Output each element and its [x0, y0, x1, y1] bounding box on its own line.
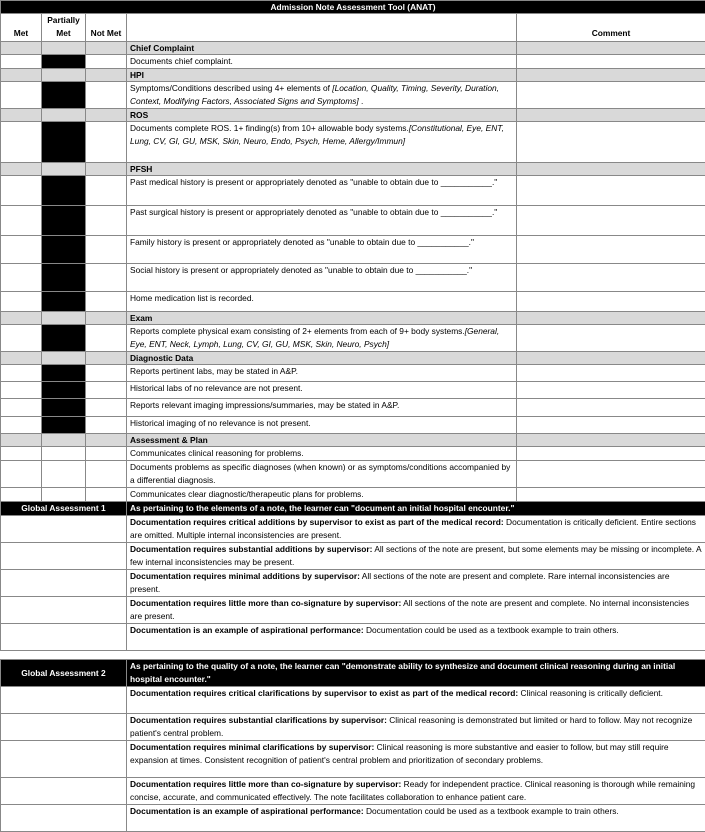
comment-cell[interactable]: [517, 447, 705, 461]
criterion-row: [1, 292, 705, 312]
criterion-row: [1, 399, 705, 417]
criterion-row: [1, 122, 705, 163]
level-description: [127, 624, 705, 651]
not-met-cell[interactable]: [86, 365, 127, 382]
global-header: [1, 660, 705, 687]
comment-cell[interactable]: [517, 82, 705, 109]
criterion-text: Documents problems as specific diagnoses (when known) or as symptoms/conditions accompanied by a differential diagnosis.: [130, 462, 510, 485]
comment-cell[interactable]: [517, 488, 705, 502]
global-level-row: [1, 624, 705, 651]
level-title: Documentation requires critical clarifications by supervisor to exist as part of the medical record:: [130, 688, 518, 698]
partially-met-cell: [42, 325, 86, 352]
not-met-cell[interactable]: [86, 264, 127, 292]
col-partially-met: Partially Met: [42, 14, 86, 42]
criterion-row: [1, 488, 705, 502]
partially-met-cell[interactable]: [42, 447, 86, 461]
not-met-cell[interactable]: [86, 292, 127, 312]
comment-cell[interactable]: [517, 206, 705, 236]
partially-met-cell: [42, 122, 86, 163]
criterion-text: Documents chief complaint.: [130, 56, 233, 66]
partially-met-cell: [42, 176, 86, 206]
not-met-cell[interactable]: [86, 382, 127, 399]
criterion-row: [1, 264, 705, 292]
global-level-row: [1, 597, 705, 624]
section-title: HPI: [127, 69, 517, 82]
spacer-row: [1, 651, 705, 660]
met-cell[interactable]: [1, 176, 42, 206]
level-text: Clinical reasoning is more substantive and easier to follow, but may still require expansion at times. Consistent recognition of patient's central problem and prioritization of secondary problems.: [130, 742, 669, 765]
level-title: Documentation requires critical additions by supervisor to exist as part of the medical record:: [130, 517, 504, 527]
col-comment: Comment: [517, 14, 705, 42]
not-met-cell[interactable]: [86, 82, 127, 109]
global-label: Global Assessment 2: [1, 660, 127, 687]
met-cell[interactable]: [1, 447, 42, 461]
level-text: Documentation could be used as a textbook example to train others.: [364, 806, 619, 816]
criterion-cell: [127, 55, 517, 69]
rating-cell[interactable]: [1, 516, 127, 543]
criterion-row: [1, 365, 705, 382]
level-description: [127, 597, 705, 624]
level-text: All sections of the note are present and complete. Rare internal inconsistencies are present.: [130, 571, 670, 594]
not-met-cell[interactable]: [86, 325, 127, 352]
level-title: Documentation requires minimal clarifications by supervisor:: [130, 742, 374, 752]
met-cell[interactable]: [1, 461, 42, 488]
col-not-met: Not Met: [86, 14, 127, 42]
partially-met-cell: [42, 382, 86, 399]
met-cell[interactable]: [1, 236, 42, 264]
section-title: Assessment & Plan: [127, 434, 517, 447]
not-met-cell[interactable]: [86, 122, 127, 163]
comment-cell[interactable]: [517, 365, 705, 382]
not-met-cell[interactable]: [86, 176, 127, 206]
criterion-text: Documents complete ROS. 1+ finding(s) from 10+ allowable body systems.: [130, 123, 409, 133]
partially-met-cell[interactable]: [42, 488, 86, 502]
partially-met-cell: [42, 236, 86, 264]
not-met-cell[interactable]: [86, 206, 127, 236]
level-text: Documentation could be used as a textbook example to train others.: [364, 625, 619, 635]
partially-met-cell: [42, 264, 86, 292]
criterion-row: [1, 325, 705, 352]
criterion-cell: [127, 82, 517, 109]
section-header: [1, 163, 705, 176]
met-cell[interactable]: [1, 382, 42, 399]
rating-cell[interactable]: [1, 778, 127, 805]
criterion-row: [1, 417, 705, 434]
global-assessment-1: [1, 502, 705, 660]
level-title: Documentation requires little more than co-signature by supervisor:: [130, 598, 401, 608]
level-text: Clinical reasoning is critically deficient.: [518, 688, 663, 698]
comment-cell[interactable]: [517, 325, 705, 352]
met-cell[interactable]: [1, 264, 42, 292]
global-prompt: As pertaining to the quality of a note, the learner can "demonstrate ability to synthesize and document clinical reasoning during an initial hospital encounter.": [127, 660, 705, 687]
comment-cell[interactable]: [517, 264, 705, 292]
criterion-examples: [General, Eye, ENT, Neck, Lymph, Lung, CV, GI, GU, MSK, Skin, Neuro, Psych]: [130, 326, 499, 349]
section-title: Chief Complaint: [127, 42, 517, 55]
level-description: [127, 516, 705, 543]
criterion-text: Historical labs of no relevance are not present.: [130, 383, 303, 393]
criterion-row: [1, 176, 705, 206]
section-title: Exam: [127, 312, 517, 325]
rating-cell[interactable]: [1, 741, 127, 778]
criterion-text: Social history is present or appropriately denoted as "unable to obtain due to ___________.": [130, 265, 472, 275]
criterion-row: [1, 447, 705, 461]
not-met-cell[interactable]: [86, 55, 127, 69]
criterion-row: [1, 461, 705, 488]
not-met-cell[interactable]: [86, 236, 127, 264]
criterion-text: Reports complete physical exam consisting of 2+ elements from each of 9+ body systems.: [130, 326, 465, 336]
level-text: All sections of the note are present, but some elements may be missing or incomplete. A few internal inconsistencies may be present.: [130, 544, 701, 567]
partially-met-cell: [42, 292, 86, 312]
criterion-cell: [127, 488, 517, 502]
criterion-row: [1, 55, 705, 69]
criterion-text: Past surgical history is present or appropriately denoted as "unable to obtain due to ___________.": [130, 207, 497, 217]
not-met-cell[interactable]: [86, 488, 127, 502]
global-level-row: [1, 570, 705, 597]
criteria-body: [1, 42, 705, 502]
global-level-row: [1, 805, 705, 832]
criterion-cell: [127, 236, 517, 264]
section-header: [1, 69, 705, 82]
global-level-row: [1, 714, 705, 741]
met-cell[interactable]: [1, 399, 42, 417]
rating-cell[interactable]: [1, 543, 127, 570]
rating-cell[interactable]: [1, 687, 127, 714]
section-header: [1, 312, 705, 325]
met-cell[interactable]: [1, 206, 42, 236]
level-description: [127, 805, 705, 832]
criterion-cell: [127, 122, 517, 163]
met-cell[interactable]: [1, 417, 42, 434]
criterion-text: Communicates clinical reasoning for problems.: [130, 448, 304, 458]
criterion-examples: [Location, Quality, Timing, Severity, Duration, Context, Modifying Factors, Associated Signs and Symptoms]: [130, 83, 499, 106]
criterion-row: [1, 236, 705, 264]
comment-cell[interactable]: [517, 292, 705, 312]
criterion-text: Symptoms/Conditions described using 4+ elements of: [130, 83, 332, 93]
criterion-row: [1, 382, 705, 399]
rating-cell[interactable]: [1, 714, 127, 741]
criterion-text: Reports pertinent labs, may be stated in A&P.: [130, 366, 298, 376]
not-met-cell[interactable]: [86, 399, 127, 417]
global-level-row: [1, 778, 705, 805]
rating-cell[interactable]: [1, 597, 127, 624]
comment-cell[interactable]: [517, 176, 705, 206]
col-criteria: [127, 14, 517, 42]
criterion-cell: [127, 365, 517, 382]
global-header: [1, 502, 705, 516]
comment-cell[interactable]: [517, 122, 705, 163]
global-level-row: [1, 516, 705, 543]
criterion-row: [1, 82, 705, 109]
level-text: Ready for independent practice. Clinical reasoning is thorough while remaining concise, accurate, and communicated effectively. The note facilitates collaboration to enhance patient care.: [130, 779, 695, 802]
section-header: [1, 352, 705, 365]
form-title: Admission Note Assessment Tool (ANAT): [1, 1, 705, 14]
section-header: [1, 109, 705, 122]
partially-met-cell[interactable]: [42, 461, 86, 488]
global-label: Global Assessment 1: [1, 502, 127, 516]
level-title: Documentation requires substantial additions by supervisor:: [130, 544, 372, 554]
criterion-text: Communicates clear diagnostic/therapeutic plans for problems.: [130, 489, 364, 499]
criterion-cell: [127, 206, 517, 236]
met-cell[interactable]: [1, 292, 42, 312]
partially-met-cell: [42, 55, 86, 69]
criterion-text: Family history is present or appropriately denoted as "unable to obtain due to ___________.": [130, 237, 474, 247]
met-cell[interactable]: [1, 488, 42, 502]
criterion-text: Reports relevant imaging impressions/summaries, may be stated in A&P.: [130, 400, 399, 410]
col-met: Met: [1, 14, 42, 42]
not-met-cell[interactable]: [86, 447, 127, 461]
comment-cell[interactable]: [517, 55, 705, 69]
partially-met-cell: [42, 399, 86, 417]
criterion-cell: [127, 399, 517, 417]
met-cell[interactable]: [1, 325, 42, 352]
level-title: Documentation is an example of aspirational performance:: [130, 625, 364, 635]
level-description: [127, 714, 705, 741]
comment-cell[interactable]: [517, 461, 705, 488]
level-description: [127, 687, 705, 714]
level-description: [127, 778, 705, 805]
level-title: Documentation requires little more than co-signature by supervisor:: [130, 779, 401, 789]
level-title: Documentation is an example of aspirational performance:: [130, 806, 364, 816]
section-title: ROS: [127, 109, 517, 122]
level-text: Clinical reasoning is demonstrated but limited or hard to follow. May not recognize patient's central problem.: [130, 715, 692, 738]
partially-met-cell: [42, 417, 86, 434]
met-cell[interactable]: [1, 82, 42, 109]
section-title: Diagnostic Data: [127, 352, 517, 365]
partially-met-cell: [42, 82, 86, 109]
criterion-text: Past medical history is present or appropriately denoted as "unable to obtain due to ___________.": [130, 177, 497, 187]
level-description: [127, 543, 705, 570]
level-text: All sections of the note are present and complete. No internal inconsistencies are present.: [130, 598, 689, 621]
criterion-cell: [127, 447, 517, 461]
not-met-cell[interactable]: [86, 417, 127, 434]
level-description: [127, 741, 705, 778]
global-level-row: [1, 741, 705, 778]
comment-cell[interactable]: [517, 417, 705, 434]
criterion-cell: [127, 264, 517, 292]
criterion-cell: [127, 417, 517, 434]
comment-cell[interactable]: [517, 236, 705, 264]
section-title: PFSH: [127, 163, 517, 176]
level-title: Documentation requires minimal additions by supervisor:: [130, 571, 360, 581]
criterion-examples: [Constitutional, Eye, ENT, Lung, CV, GI, GU, MSK, Skin, Neuro, Endo, Psych, Heme, Allergy/Immun]: [130, 123, 504, 146]
met-cell[interactable]: [1, 365, 42, 382]
level-text: Documentation is critically deficient. Entire sections are omitted. Multiple internal inconsistencies are present.: [130, 517, 696, 540]
met-cell[interactable]: [1, 55, 42, 69]
global-assessment-2: [1, 660, 705, 832]
global-level-row: [1, 687, 705, 714]
criterion-row: [1, 206, 705, 236]
partially-met-cell: [42, 365, 86, 382]
global-level-row: [1, 543, 705, 570]
criterion-cell: [127, 292, 517, 312]
criterion-cell: [127, 382, 517, 399]
comment-cell[interactable]: [517, 399, 705, 417]
rating-cell[interactable]: [1, 570, 127, 597]
criterion-tail: .: [359, 96, 364, 106]
section-header: [1, 42, 705, 55]
criterion-text: Historical imaging of no relevance is not present.: [130, 418, 311, 428]
rating-cell[interactable]: [1, 805, 127, 832]
global-prompt: As pertaining to the elements of a note, the learner can "document an initial hospital encounter.": [127, 502, 705, 516]
level-description: [127, 570, 705, 597]
criterion-cell: [127, 325, 517, 352]
comment-cell[interactable]: [517, 382, 705, 399]
criterion-cell: [127, 176, 517, 206]
criterion-text: Home medication list is recorded.: [130, 293, 254, 303]
section-header: [1, 434, 705, 447]
rating-cell[interactable]: [1, 624, 127, 651]
met-cell[interactable]: [1, 122, 42, 163]
level-title: Documentation requires substantial clarifications by supervisor:: [130, 715, 387, 725]
partially-met-cell: [42, 206, 86, 236]
criterion-cell: [127, 461, 517, 488]
not-met-cell[interactable]: [86, 461, 127, 488]
